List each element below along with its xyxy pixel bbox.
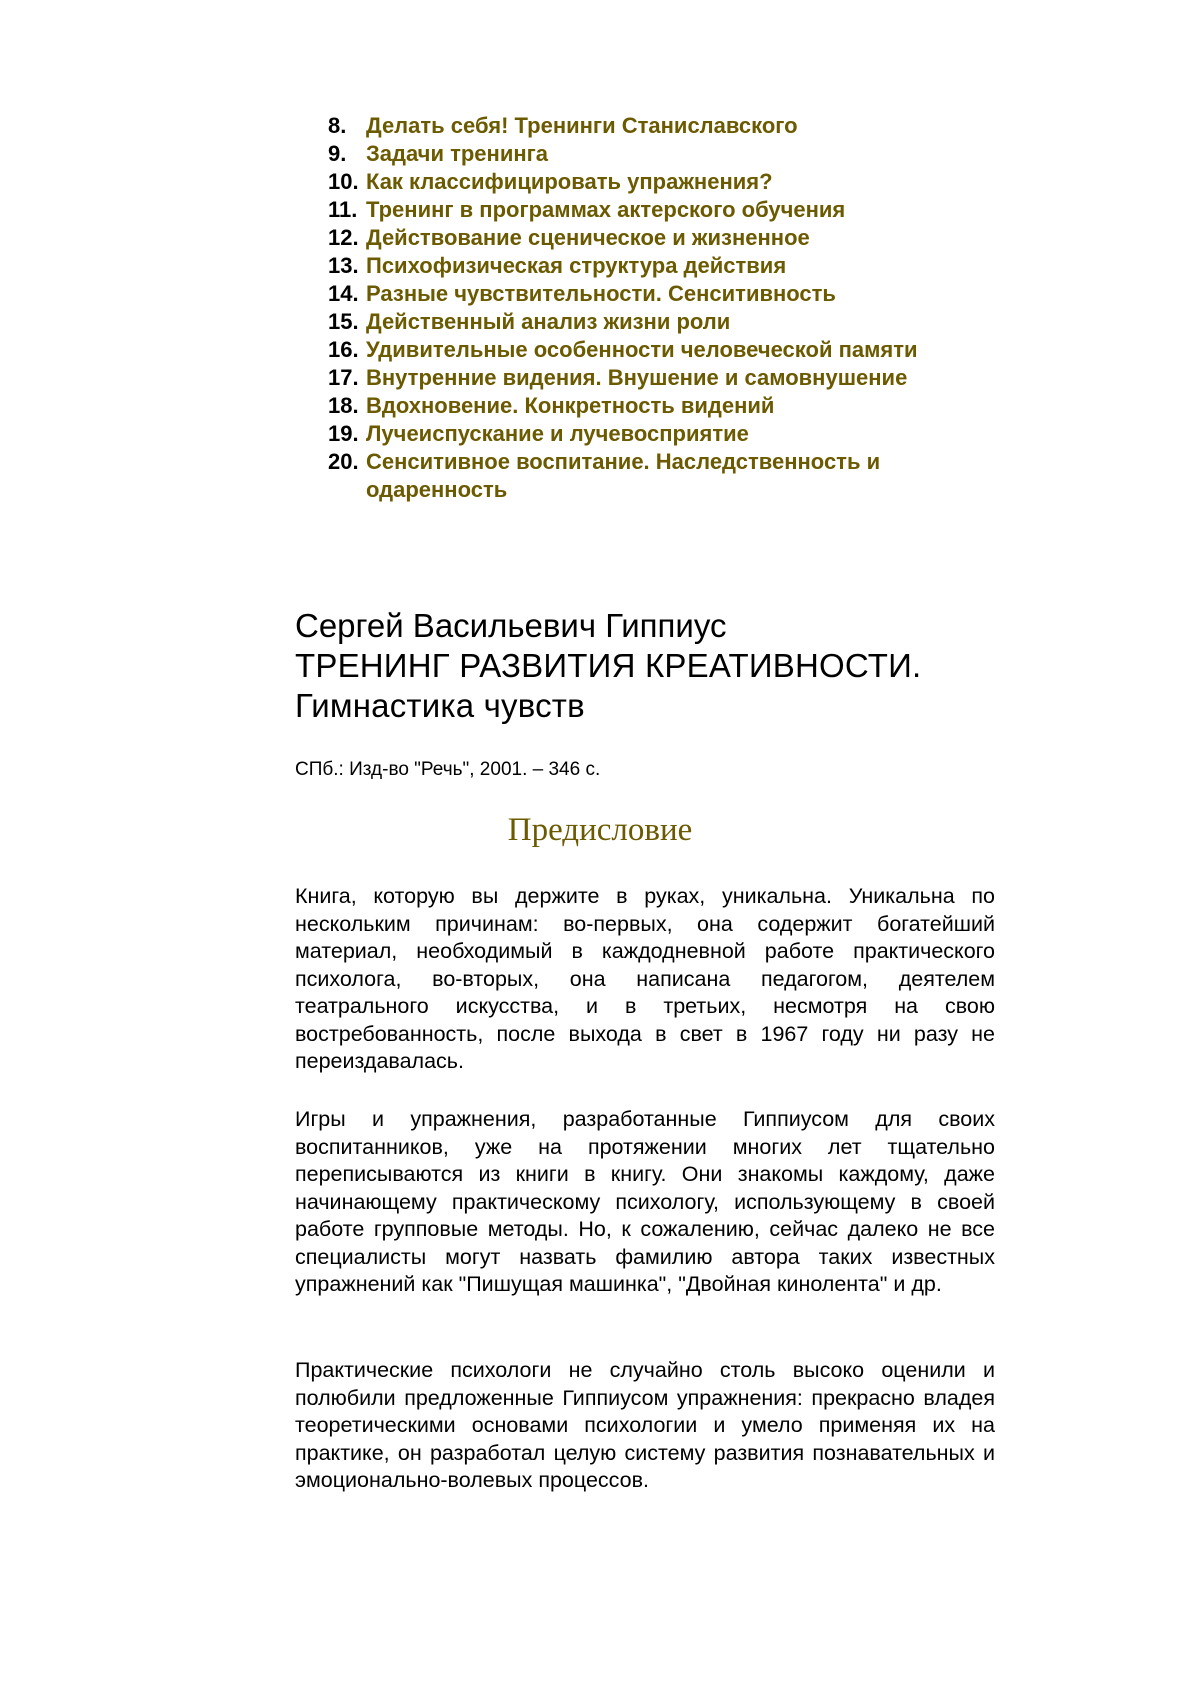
- toc-link[interactable]: Лучеиспускание и лучевосприятие: [366, 420, 749, 448]
- toc-item: [328, 224, 1008, 252]
- toc-link[interactable]: Вдохновение. Конкретность видений: [366, 392, 774, 420]
- toc-link[interactable]: Тренинг в программах актерского обучения: [366, 196, 845, 224]
- toc-link[interactable]: Задачи тренинга: [366, 140, 548, 168]
- preface-paragraph: Практические психологи не случайно столь высоко оценили и полюбили предложенные Гиппиусом упражнения: прекрасно владея теоретическими основами психологии и умело применяя их на практике, он разработал целую систему развития познавательных и эмоционально-волевых процессов.: [295, 1357, 995, 1495]
- toc-link[interactable]: Делать себя! Тренинги Станиславского: [366, 112, 798, 140]
- toc-link[interactable]: Сенситивное воспитание. Наследственность и одаренность: [366, 448, 946, 504]
- toc-item-number: 14.: [328, 280, 366, 308]
- toc-link[interactable]: Действование сценическое и жизненное: [366, 224, 810, 252]
- toc-item-number: 12.: [328, 224, 366, 252]
- toc-item: [328, 364, 1008, 392]
- toc-item: [328, 308, 1008, 336]
- toc-item-number: 16.: [328, 336, 366, 364]
- book-author: Сергей Васильевич Гиппиус: [295, 606, 726, 646]
- toc-item-number: 18.: [328, 392, 366, 420]
- toc-item: [328, 112, 1008, 140]
- toc-item: [328, 140, 1008, 168]
- toc-link[interactable]: Как классифицировать упражнения?: [366, 168, 773, 196]
- toc-item-number: 20.: [328, 448, 366, 476]
- preface-paragraph: Книга, которую вы держите в руках, уникальна. Уникальна по нескольким причинам: во-первых, она содержит богатейший материал, необходимый в каждодневной работе практического психолога, во-вторых, она написана педагогом, деятелем театрального искусства, и в третьих, несмотря на свою востребованность, после выхода в свет в 1967 году ни разу не переиздавалась.: [295, 883, 995, 1076]
- toc-item-number: 8.: [328, 112, 366, 140]
- toc-item-number: 10.: [328, 168, 366, 196]
- toc-item: [328, 280, 1008, 308]
- toc-item-number: 13.: [328, 252, 366, 280]
- book-subtitle: Гимнастика чувств: [295, 687, 585, 724]
- toc-item: [328, 196, 1008, 224]
- toc-link[interactable]: Действенный анализ жизни роли: [366, 308, 730, 336]
- book-title-main: ТРЕНИНГ РАЗВИТИЯ КРЕАТИВНОСТИ.: [295, 647, 921, 684]
- toc-item-number: 17.: [328, 364, 366, 392]
- toc-item-number: 19.: [328, 420, 366, 448]
- toc-item: [328, 168, 1008, 196]
- table-of-contents: [328, 112, 1008, 504]
- toc-item-number: 11.: [328, 196, 366, 224]
- toc-item: [328, 336, 1008, 364]
- publication-info: СПб.: Изд-во "Речь", 2001. – 346 с.: [295, 758, 600, 782]
- preface-heading: Предисловие: [0, 810, 1200, 850]
- toc-link[interactable]: Психофизическая структура действия: [366, 252, 786, 280]
- toc-link[interactable]: Удивительные особенности человеческой памяти: [366, 336, 918, 364]
- toc-item: [328, 448, 1008, 504]
- toc-item-number: 15.: [328, 308, 366, 336]
- toc-item-number: 9.: [328, 140, 366, 168]
- toc-item: [328, 420, 1008, 448]
- document-page: [0, 0, 1200, 1698]
- toc-link[interactable]: Разные чувствительности. Сенситивность: [366, 280, 836, 308]
- book-title: [295, 646, 1015, 726]
- toc-item: [328, 252, 1008, 280]
- preface-paragraph: Игры и упражнения, разработанные Гиппиусом для своих воспитанников, уже на протяжении многих лет тщательно переписываются из книги в книгу. Они знакомы каждому, даже начинающему практическому психологу, использующему в своей работе групповые методы. Но, к сожалению, сейчас далеко не все специалисты могут назвать фамилию автора таких известных упражнений как "Пишущая машинка", "Двойная кинолента" и др.: [295, 1106, 995, 1299]
- toc-link[interactable]: Внутренние видения. Внушение и самовнушение: [366, 364, 907, 392]
- toc-item: [328, 392, 1008, 420]
